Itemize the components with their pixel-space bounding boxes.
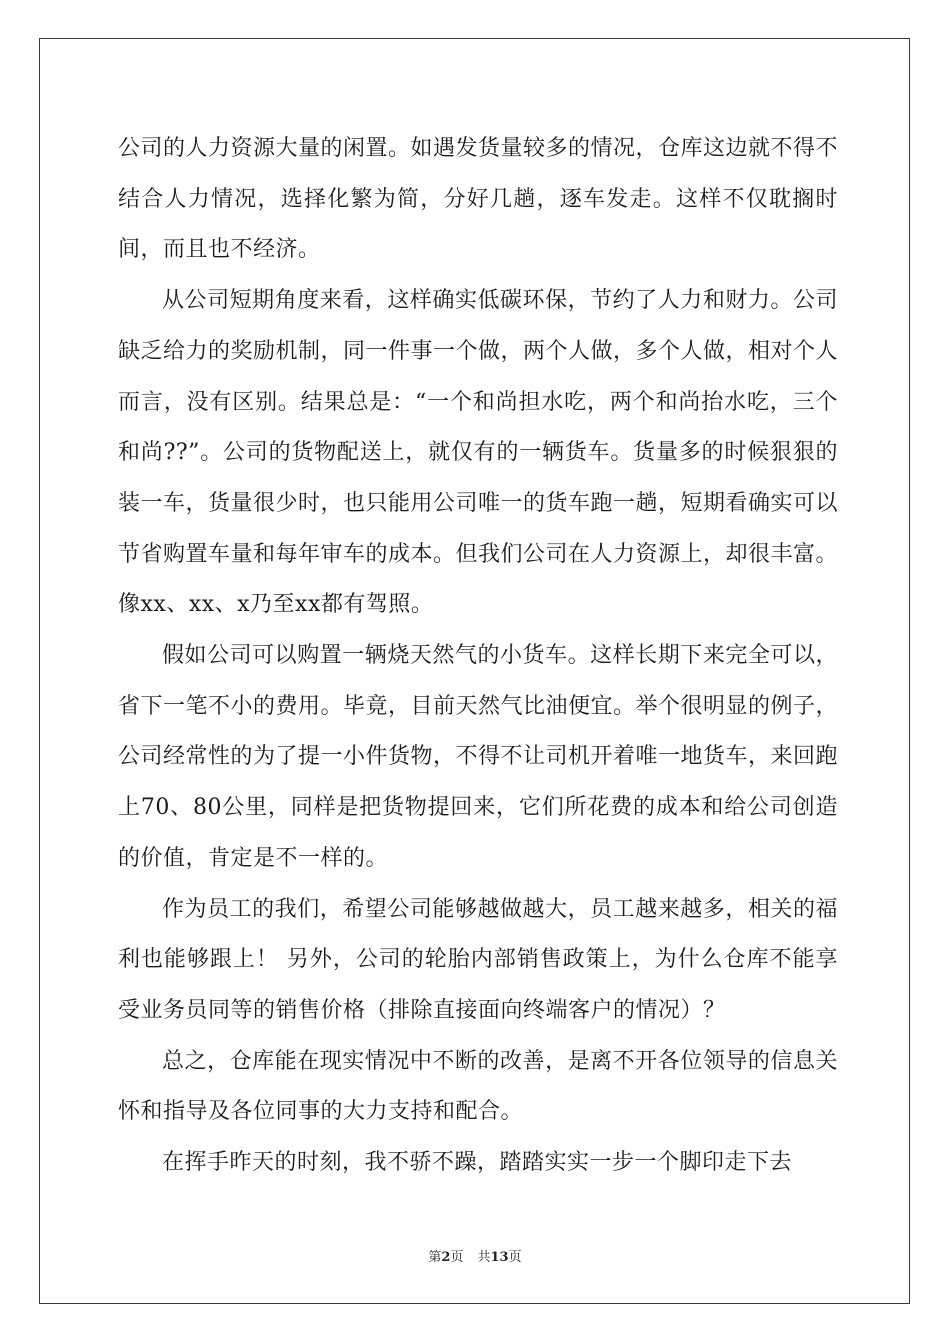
page-suffix: 页 (450, 1250, 464, 1265)
paragraph-4: 作为员工的我们，希望公司能够越做越大，员工越来越多，相关的福利也能够跟上！ 另外，公司的轮胎内部销售政策上，为什么仓库不能享受业务员同等的销售价格（排除直接面向终端客户的情况）？ (118, 896, 838, 1023)
page-prefix: 第 (428, 1250, 442, 1265)
document-body (118, 124, 838, 1189)
paragraph-6: 在挥手昨天的时刻，我不骄不躁，踏踏实实一步一个脚印走下去 (162, 1150, 793, 1176)
paragraph-2: 从公司短期角度来看，这样确实低碳环保，节约了人力和财力。公司缺乏给力的奖励机制，同一件事一个做，两个人做，多个人做，相对个人而言，没有区别。结果总是：“一个和尚担水吃，两个和尚抬水吃，三个和尚??”。公司的货物配送上，就仅有的一辆货车。货量多的时候狠狠的装一车，货量很少时，也只能用公司唯一的货车跑一趟，短期看确实可以节省购置车量和每年审车的成本。但我们公司在人力资源上，却很丰富。像xx、xx、x乃至xx都有驾照。 (118, 288, 839, 618)
current-page-number: 2 (441, 1250, 451, 1265)
paragraph-1: 公司的人力资源大量的闲置。如遇发货量较多的情况，仓库这边就不得不结合人力情况，选择化繁为简，分好几趟，逐车发走。这样不仅耽搁时间，而且也不经济。 (118, 136, 839, 263)
total-prefix: 共 (477, 1250, 491, 1265)
total-pages-number: 13 (490, 1250, 509, 1265)
total-suffix: 页 (508, 1250, 522, 1265)
paragraph-3: 假如公司可以购置一辆烧天然气的小货车。这样长期下来完全可以，省下一笔不小的费用。毕竟，目前天然气比油便宜。举个很明显的例子，公司经常性的为了提一小件货物，不得不让司机开着唯一地货车，来回跑上70、80公里，同样是把货物提回来，它们所花费的成本和给公司创造的价值，肯定是不一样的。 (118, 643, 839, 871)
paragraph-5: 总之，仓库能在现实情况中不断的改善，是离不开各位领导的信息关怀和指导及各位同事的大力支持和配合。 (118, 1048, 838, 1125)
page-footer (0, 1246, 950, 1265)
